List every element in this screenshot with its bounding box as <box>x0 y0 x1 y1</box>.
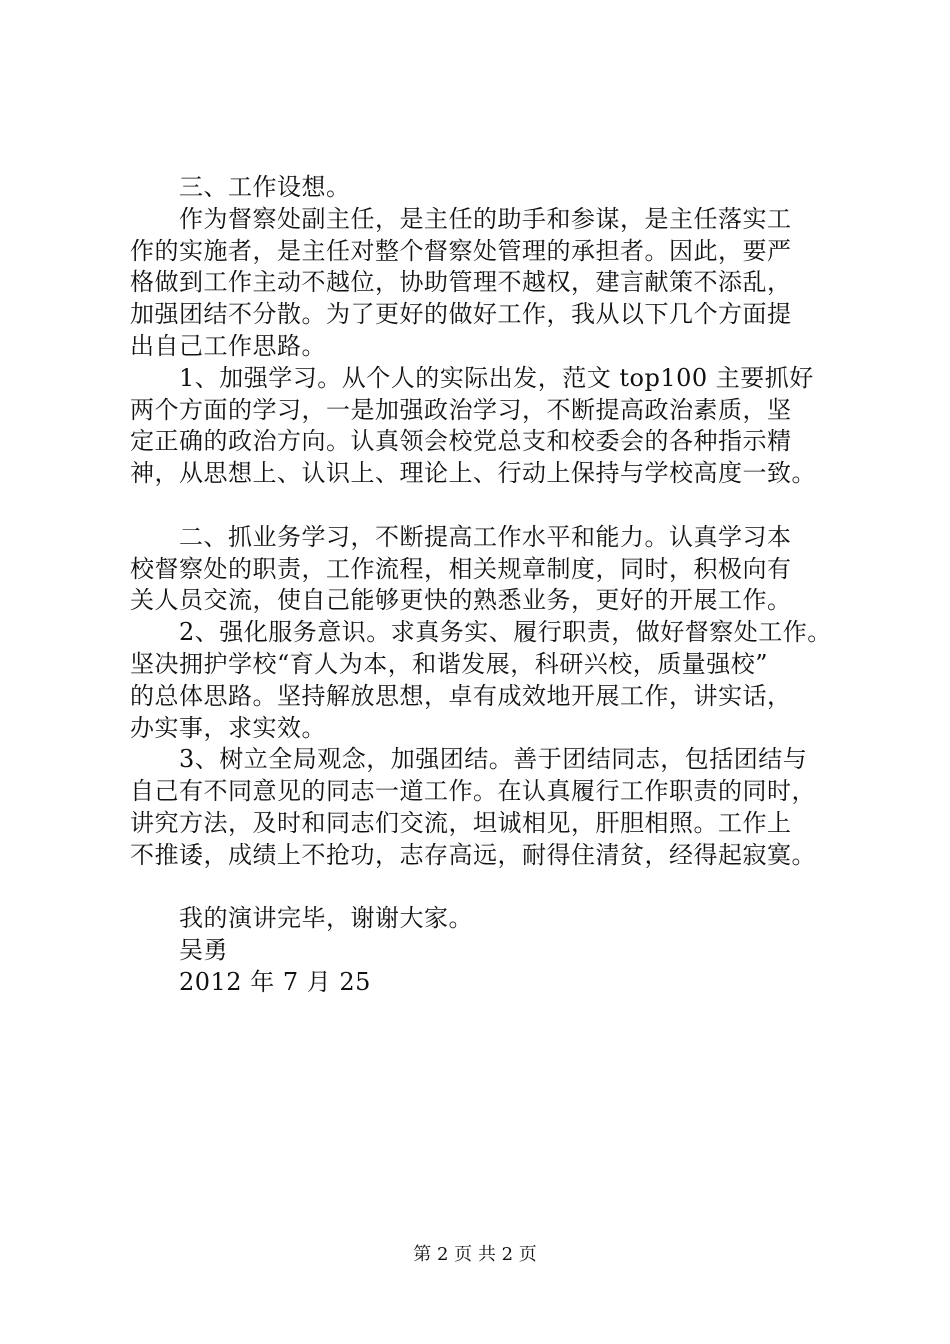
text-line: 办实事，求实效。 <box>130 713 326 742</box>
text-line: 3、树立全局观念，加强团结。善于团结同志，包括团结与 <box>130 745 808 774</box>
text-line: 定正确的政治方向。认真领会校党总支和校委会的各种指示精 <box>130 427 792 456</box>
signature-date: 2012 年 7 月 25 <box>130 967 371 996</box>
closing-line: 我的演讲完毕，谢谢大家。 <box>130 904 473 933</box>
text-line: 自己有不同意见的同志一道工作。在认真履行工作职责的同时， <box>130 777 816 806</box>
text-line: 作的实施者，是主任对整个督察处管理的承担者。因此，要严 <box>130 236 792 265</box>
text-line: 2、强化服务意识。求真务实、履行职责，做好督察处工作。 <box>130 618 832 647</box>
text-line: 讲究方法，及时和同志们交流，坦诚相见，肝胆相照。工作上 <box>130 808 792 837</box>
text-line: 校督察处的职责，工作流程，相关规章制度，同时，积极向有 <box>130 554 792 583</box>
text-line: 关人员交流，使自己能够更快的熟悉业务，更好的开展工作。 <box>130 586 792 615</box>
text-line: 1、加强学习。从个人的实际出发，范文 top100 主要抓好 <box>130 363 814 392</box>
text-line: 神，从思想上、认识上、理论上、行动上保持与学校高度一致。 <box>130 459 816 488</box>
text-line: 的总体思路。坚持解放思想，卓有成效地开展工作，讲实话， <box>130 681 792 710</box>
text-line: 加强团结不分散。为了更好的做好工作，我从以下几个方面提 <box>130 300 792 329</box>
text-line: 不推诿，成绩上不抢功，志存高远，耐得住清贫，经得起寂寞。 <box>130 840 816 869</box>
signature-name: 吴勇 <box>130 936 228 965</box>
text-line: 坚决拥护学校“育人为本，和谐发展，科研兴校，质量强校” <box>130 649 769 678</box>
text-line: 两个方面的学习，一是加强政治学习，不断提高政治素质，坚 <box>130 395 792 424</box>
blank-line <box>130 490 842 522</box>
text-line: 格做到工作主动不越位，协助管理不越权，建言献策不添乱， <box>130 268 792 297</box>
text-line: 二、抓业务学习，不断提高工作水平和能力。认真学习本 <box>130 522 792 551</box>
text-line: 作为督察处副主任，是主任的助手和参谋，是主任落实工 <box>130 204 792 233</box>
text-line: 三、工作设想。 <box>130 173 351 201</box>
blank-line <box>130 872 842 904</box>
page-number-footer: 第 2 页 共 2 页 <box>413 1244 537 1265</box>
text-line: 出自己工作思路。 <box>130 331 326 360</box>
document-body <box>130 172 842 999</box>
